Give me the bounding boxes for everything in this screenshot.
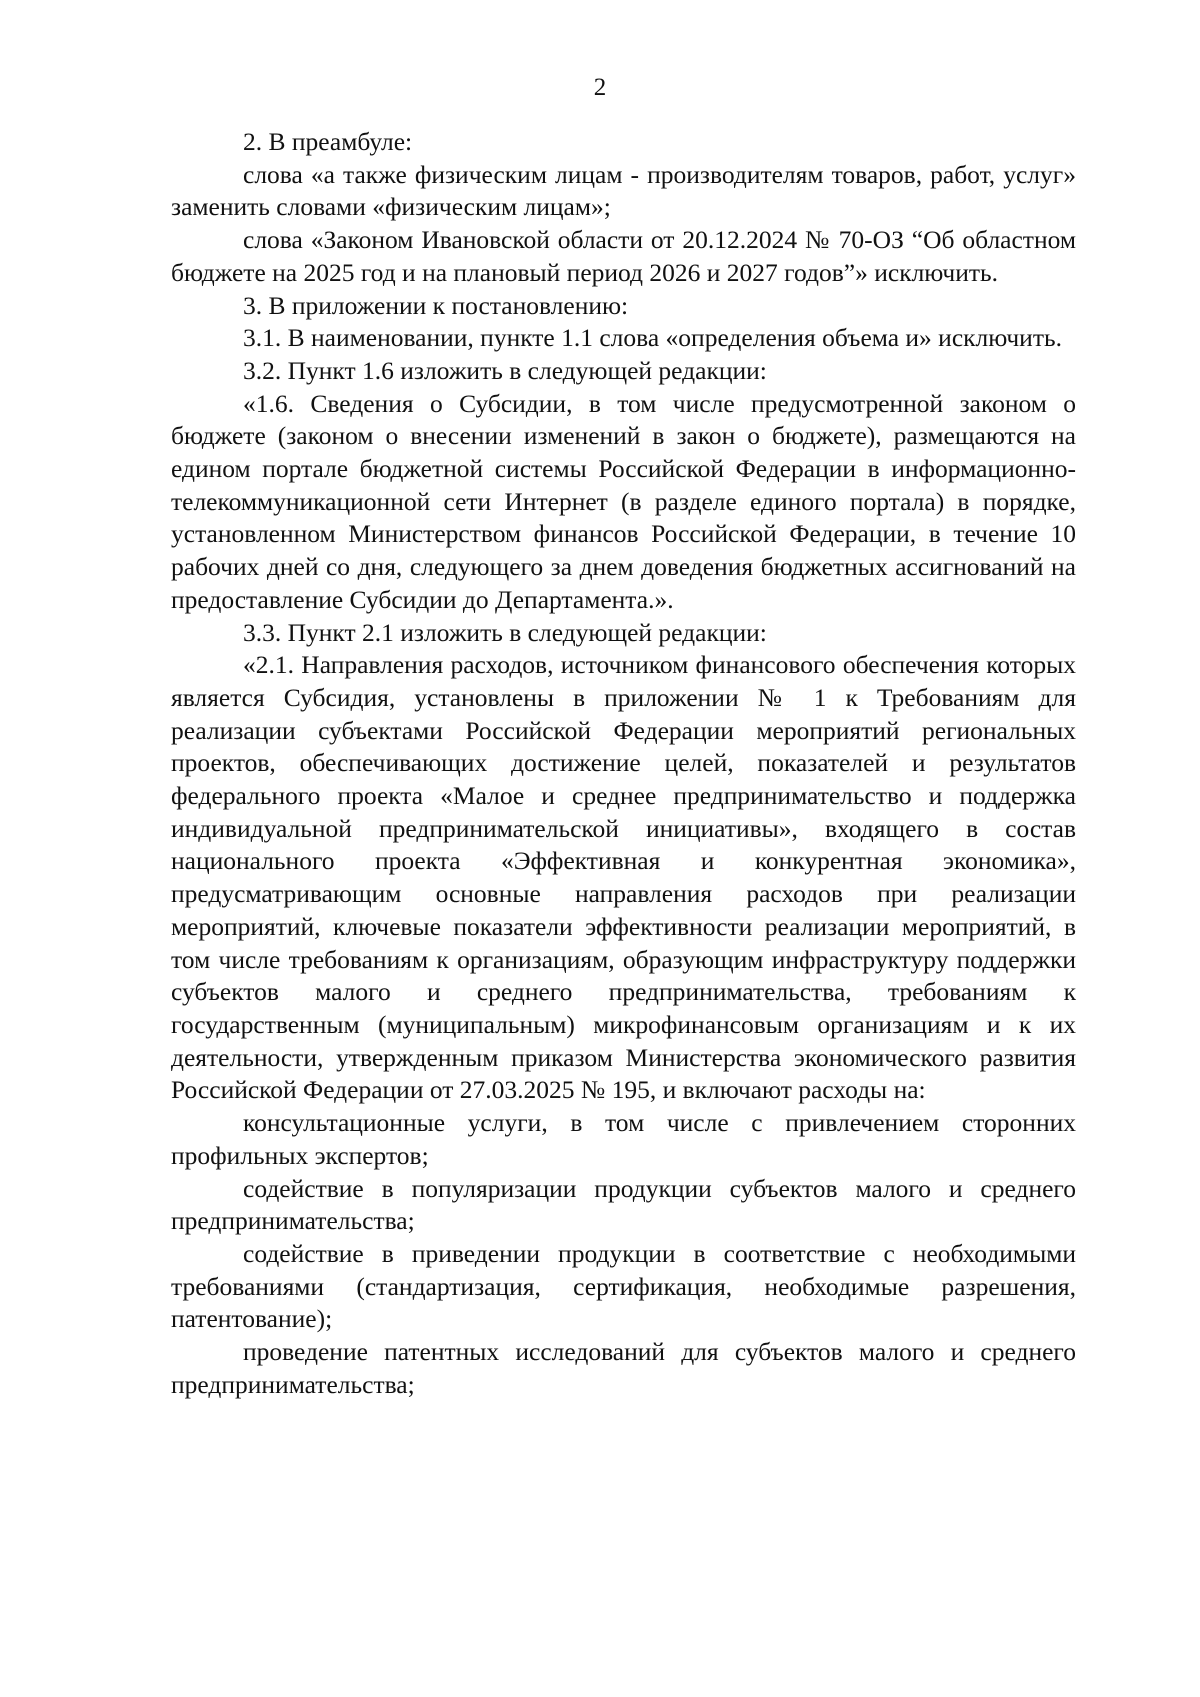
page-number: 2 (593, 74, 607, 101)
list-item-patent-research: проведение патентных исследований для субъектов малого и среднего предпринимательства; (171, 1337, 1076, 1399)
paragraph-appendix-heading: 3. В приложении к постановлению: (243, 290, 629, 320)
paragraph-3-3: 3.3. Пункт 2.1 изложить в следующей редакции: (243, 617, 767, 647)
list-item-compliance: содействие в приведении продукции в соответствие с необходимыми требованиями (стандартизация, сертификация, необходимые разрешения, патентование); (171, 1238, 1076, 1334)
paragraph-preamble-words-replace: слова «а также физическим лицам - производителям товаров, работ, услуг» заменить словами «физическим лицам»; (171, 159, 1076, 222)
paragraph-preamble-heading: 2. В преамбуле: (243, 127, 413, 156)
paragraph-1-6-text: «1.6. Сведения о Субсидии, в том числе предусмотренной законом о бюджете (законом о внесении изменений в закон о бюджете), размещаются на едином портале бюджетной системы Российской Федерации в информационно-телекоммуникационной сети Интернет (в разделе единого портала) в порядке, установленном Министерством финансов Российской Федерации, в течение 10 рабочих дней со дня, следующего за днем доведения бюджетных ассигнований на предоставление Субсидии до Департамента.». (171, 388, 1076, 614)
paragraph-3-1: 3.1. В наименовании, пункте 1.1 слова «определения объема и» исключить. (243, 323, 1062, 353)
document-body (171, 126, 1076, 1401)
list-item-consulting: консультационные услуги, в том числе с привлечением сторонних профильных экспертов; (171, 1108, 1076, 1170)
list-item-popularization: содействие в популяризации продукции субъектов малого и среднего предпринимательства; (171, 1173, 1076, 1236)
paragraph-3-2: 3.2. Пункт 1.6 изложить в следующей редакции: (243, 355, 767, 385)
paragraph-2-1-text: «2.1. Направления расходов, источником финансового обеспечения которых является Субсидия, установлены в приложении № 1 к Требованиям для реализации субъектами Российской Федерации мероприятий региональных проектов, обеспечивающих достижение целей, показателей и результатов федерального проекта «Малое и среднее предпринимательство и поддержка индивидуальной предпринимательской инициативы», входящего в состав национального проекта «Эффективная и конкурентная экономика», предусматривающим основные направления расходов при реализации мероприятий, ключевые показатели эффективности реализации мероприятий, в том числе требованиям к организациям, образующим инфраструктуру поддержки субъектов малого и среднего предпринимательства, требованиям к государственным (муниципальным) микрофинансовым организациям и к их деятельности, утвержденным приказом Министерства экономического развития Российской Федерации от 27.03.2025 № 195, и включают расходы на: (171, 650, 1076, 1105)
paragraph-preamble-words-exclude: слова «Законом Ивановской области от 20.12.2024 № 70-ОЗ “Об областном бюджете на 2025 год и на плановый период 2026 и 2027 годов”» исключить. (171, 225, 1076, 287)
